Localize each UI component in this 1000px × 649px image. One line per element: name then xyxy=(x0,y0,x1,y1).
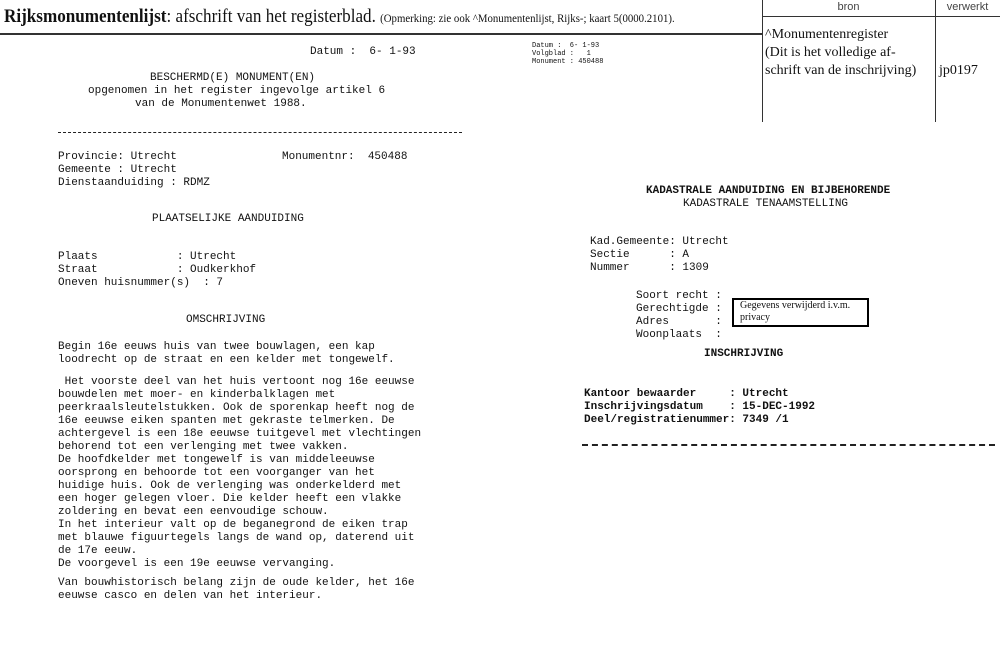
title-line-2: opgenomen in het register ingevolge artikel 6 xyxy=(88,85,386,97)
column-verwerkt: verwerkt xyxy=(946,1,989,13)
datum: Datum : 6- 1-93 xyxy=(310,46,416,58)
section-inschrijving: INSCHRIJVING xyxy=(704,348,784,360)
bron-cell: ^Monumentenregister (Dit is het volledige af- schrift van de inschrijving) xyxy=(765,27,917,78)
straat: Straat : Oudkerkhof xyxy=(58,264,257,276)
huisnummer: Oneven huisnummer(s) : 7 xyxy=(58,277,224,289)
column-bron: bron xyxy=(837,1,860,13)
separator xyxy=(582,444,995,446)
title-line-3: van de Monumentenwet 1988. xyxy=(135,98,307,110)
kadastrale-fields: Kad.Gemeente: Utrecht Sectie : A Nummer : 1309 xyxy=(590,236,729,274)
description-para-2: Het voorste deel van het huis vertoont nog 16e eeuwse bouwdelen met moer- en kinderbalklagen met peerkraalsleutelstukken. Ook de sporenkap heeft nog de 16e eeuwse eiken spanten met gekraste telmerken. De achtergevel is een 18e eeuwse tuitgevel met vlechtingen behorend tot een verlenging met twee vakken. De hoofdkelder met tongewelf is van middeleeuwse oorsprong en behoorde tot een voorganger van het huidige huis. Ook de verlenging was onderkelderd met een hoger gelegen vloer. Die kelder heeft een vlakke zoldering en bevat een eenvoudige schouw. In het interieur valt op de beganegrond de eiken trap met blauwe figuurtegels langs de wand op, daterend uit de 17e eeuw. De voorgevel is een 19e eeuwse vervanging. xyxy=(58,376,422,570)
table-header-rule xyxy=(762,16,1000,17)
inschrijving-fields: Kantoor bewaarder : Utrecht Inschrijvingsdatum : 15-DEC-1992 Deel/registratienummer: 7349 /1 xyxy=(584,388,816,426)
table-divider xyxy=(935,0,936,122)
table-divider xyxy=(762,0,763,122)
description-para-1: Begin 16e eeuws huis van twee bouwlagen, een kap loodrecht op de straat en een kelder met tongewelf. xyxy=(58,341,395,366)
page-header xyxy=(4,6,675,28)
header-title: : afschrift van het registerblad. xyxy=(166,6,376,27)
description-para-3: Van bouwhistorisch belang zijn de oude kelder, het 16e eeuwse casco en delen van het interieur. xyxy=(58,577,415,602)
section-plaatselijke: PLAATSELIJKE AANDUIDING xyxy=(152,213,304,225)
verwerkt-cell: jp0197 xyxy=(939,63,978,78)
header-rule xyxy=(0,33,762,35)
dienstaanduiding: Dienstaanduiding : RDMZ xyxy=(58,177,210,189)
gemeente: Gemeente : Utrecht xyxy=(58,164,177,176)
header-title-bold: Rijksmonumentenlijst xyxy=(4,6,167,27)
privacy-notice: Gegevens verwijderd i.v.m. privacy xyxy=(732,298,869,327)
kadastrale-subtitle: KADASTRALE TENAAMSTELLING xyxy=(683,198,849,210)
small-header: Datum : 6- 1-93 Volgblad : 1 Monument : 450488 xyxy=(532,42,604,66)
plaats: Plaats : Utrecht xyxy=(58,251,237,263)
provincie: Provincie: Utrecht xyxy=(58,151,177,163)
title-line-1: BESCHERMD(E) MONUMENT(EN) xyxy=(150,72,316,84)
header-note: (Opmerking: zie ook ^Monumentenlijst, Rijks-; kaart 5(0000.2101). xyxy=(380,11,675,25)
section-omschrijving: OMSCHRIJVING xyxy=(186,314,266,326)
kadastrale-title: KADASTRALE AANDUIDING EN BIJBEHORENDE xyxy=(646,185,891,197)
separator xyxy=(58,132,462,133)
monumentnr: Monumentnr: 450488 xyxy=(282,151,408,163)
recht-fields: Soort recht : Gerechtigde : Adres : Woonplaats : xyxy=(636,290,722,341)
